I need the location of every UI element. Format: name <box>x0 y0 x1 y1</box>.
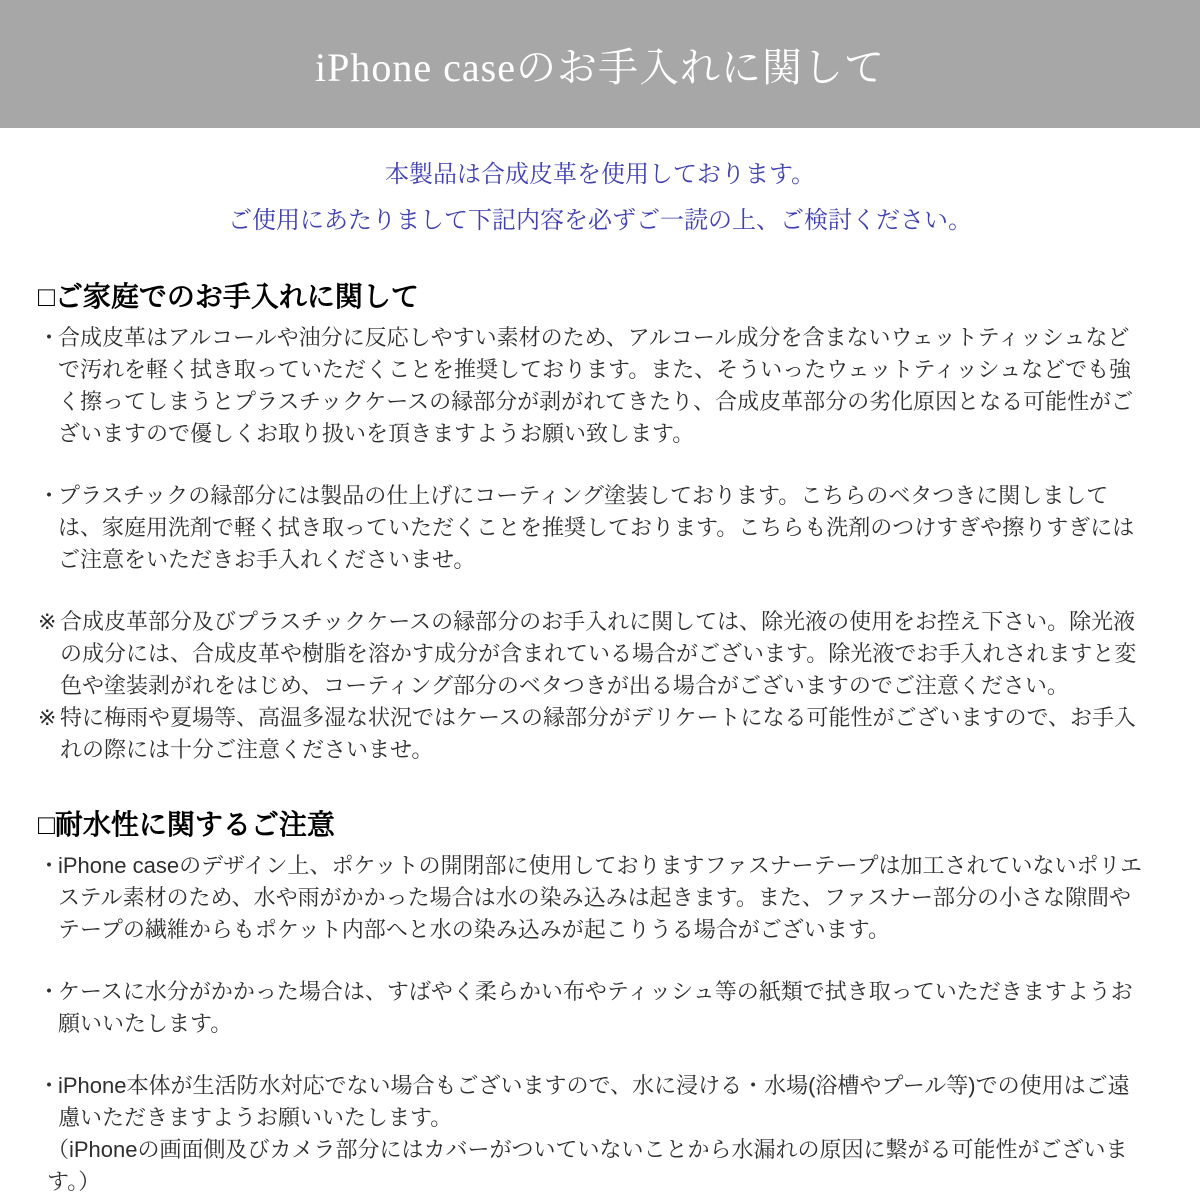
intro-notice <box>0 158 1200 238</box>
item-text-col <box>47 1070 1150 1198</box>
list-item-plastic-edge-coating <box>38 480 1150 576</box>
list-item-wipe-moisture <box>38 976 1150 1040</box>
page-title: iPhone caseのお手入れに関して <box>315 44 885 90</box>
bullet-marker: ・ <box>38 483 61 508</box>
intro-line-request: ご使用にあたりまして下記内容を必ずご一読の上、ご検討ください。 <box>228 207 972 234</box>
list-item-fastener-tape <box>38 850 1150 946</box>
note-item-nail-polish-remover <box>38 606 1150 702</box>
item-text: プラスチックの縁部分には製品の仕上げにコーティング塗装しております。こちらのベタつきに関しましては、家庭用洗剤で軽く拭き取っていただくことを推奨しております。こちらも洗剤のつけすぎや擦りすぎにはご注意をいただきお手入れくださいませ。 <box>58 483 1135 572</box>
section-heading-water-resistance: □耐水性に関するご注意 <box>38 809 335 840</box>
list-item-waterproof-warning <box>38 1070 1150 1198</box>
item-text: iPhone caseのデザイン上、ポケットの開閉部に使用しておりますファスナーテープは加工されていないポリエステル素材のため、水や雨がかかった場合は水の染み込みは起きます。また、ファスナー部分の小さな隙間やテープの繊維からもポケット内部へと水の染み込みが起こりうる場合がございます。 <box>58 853 1143 942</box>
item-text: 合成皮革はアルコールや油分に反応しやすい素材のため、アルコール成分を含まないウェットティッシュなどで汚れを軽く拭き取っていただくことを推奨しております。また、そういったウェットティッシュなどでも強く擦ってしまうとプラスチックケースの縁部分が剥がれてきたり、合成皮革部分の劣化原因となる可能性がございますので優しくお取り扱いを頂きますようお願い致します。 <box>58 325 1134 446</box>
list-item-synthetic-leather <box>38 322 1150 450</box>
item-text: iPhone本体が生活防水対応でない場合もございますので、水に浸ける・水場(浴槽やプール等)での使用はご遠慮いただきますようお願いいたします。 <box>58 1073 1130 1130</box>
note-item-humidity <box>38 702 1150 766</box>
bullet-marker: ・ <box>38 1073 61 1098</box>
intro-line-material: 本製品は合成皮革を使用しております。 <box>384 161 816 188</box>
item-paren-note: （iPhoneの画面側及びカメラ部分にはカバーがついていないことから水漏れの原因に繋がる可能性がございます。） <box>47 1137 1128 1194</box>
asterisk-marker: ※ <box>38 705 57 730</box>
content-body <box>0 280 1200 1198</box>
bullet-marker: ・ <box>38 979 61 1004</box>
page-header <box>0 0 1200 128</box>
item-text: 特に梅雨や夏場等、高温多湿な状況ではケースの縁部分がデリケートになる可能性がございますので、お手入れの際には十分ご注意くださいませ。 <box>60 705 1137 762</box>
section-heading-home-care: □ご家庭でのお手入れに関して <box>38 281 419 312</box>
asterisk-marker: ※ <box>38 609 57 634</box>
item-text: ケースに水分がかかった場合は、すばやく柔らかい布やティッシュ等の紙類で拭き取っていただきますようお願いいたします。 <box>58 979 1133 1036</box>
bullet-marker: ・ <box>38 853 61 878</box>
bullet-marker: ・ <box>38 325 61 350</box>
item-text: 合成皮革部分及びプラスチックケースの縁部分のお手入れに関しては、除光液の使用をお控え下さい。除光液の成分には、合成皮革や樹脂を溶かす成分が含まれている場合がございます。除光液でお手入れされますと変色や塗装剥がれをはじめ、コーティング部分のベタつきが出る場合がございますのでご注意ください。 <box>60 609 1137 698</box>
